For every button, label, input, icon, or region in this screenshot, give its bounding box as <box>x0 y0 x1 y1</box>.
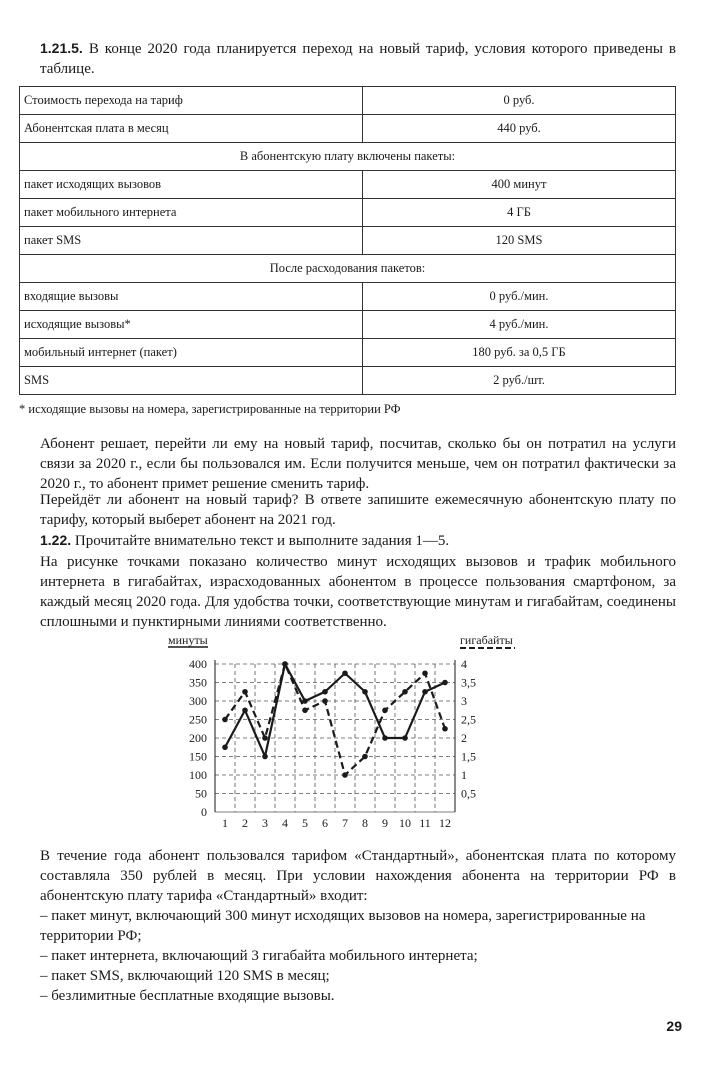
x-tick-label: 10 <box>399 816 411 830</box>
list-item: – пакет интернета, включающий 3 гигабайта мобильного интернета; <box>40 948 478 964</box>
task-text: Прочитайте внимательно текст и выполните задания 1—5. <box>71 533 450 549</box>
row-label: мобильный интернет (пакет) <box>20 339 363 367</box>
data-point-gigabytes <box>282 661 288 667</box>
data-point-minutes <box>222 744 228 750</box>
row-value: 440 руб. <box>363 115 676 143</box>
list-item: – безлимитные бесплатные входящие вызовы. <box>40 988 335 1004</box>
left-tick-label: 100 <box>189 768 207 782</box>
x-tick-label: 8 <box>362 816 368 830</box>
table-row <box>20 227 676 255</box>
page-number: 29 <box>666 1018 682 1034</box>
usage-chart <box>160 630 530 835</box>
data-point-minutes <box>382 735 388 741</box>
row-label: Абонентская плата в месяц <box>20 115 363 143</box>
x-tick-label: 7 <box>342 816 348 830</box>
paragraph-4: В течение года абонент пользовался тарифом «Стандартный», абонентская плата по которому составляла 350 рублей в месяц. При условии нахождения абонента на территории РФ в абонентскую плату тарифа «Стандартный» входит: <box>40 848 676 904</box>
left-tick-label: 200 <box>189 731 207 745</box>
x-tick-label: 6 <box>322 816 328 830</box>
right-tick-label: 3 <box>461 694 467 708</box>
row-value: 2 руб./шт. <box>363 367 676 395</box>
table-row <box>20 115 676 143</box>
list-item: – пакет минут, включающий 300 минут исходящих вызовов на номера, зарегистрированные на территории РФ; <box>40 908 646 944</box>
data-point-minutes <box>442 680 448 686</box>
row-value: 4 руб./мин. <box>363 311 676 339</box>
data-point-gigabytes <box>422 670 428 676</box>
right-tick-label: 3,5 <box>461 675 476 690</box>
table-row <box>20 367 676 395</box>
data-point-gigabytes <box>222 717 228 723</box>
row-label: пакет исходящих вызовов <box>20 171 363 199</box>
x-tick-label: 11 <box>419 816 431 830</box>
table-row <box>20 283 676 311</box>
data-point-minutes <box>262 754 268 760</box>
right-tick-label: 2,5 <box>461 712 476 727</box>
task-text: В конце 2020 года планируется переход на новый тариф, условия которого приведены в таблице. <box>40 41 676 77</box>
data-point-gigabytes <box>322 698 328 704</box>
left-tick-label: 50 <box>195 786 207 801</box>
right-tick-label: 4 <box>461 657 467 671</box>
data-point-gigabytes <box>442 726 448 732</box>
left-axis-ticks <box>189 657 207 819</box>
x-tick-label: 1 <box>222 816 228 830</box>
left-tick-label: 250 <box>189 712 207 727</box>
data-point-gigabytes <box>362 754 368 760</box>
table-footnote: * исходящие вызовы на номера, зарегистрированные на территории РФ <box>19 402 401 416</box>
table-section-header <box>20 143 676 171</box>
data-point-gigabytes <box>402 689 408 695</box>
data-point-minutes <box>342 670 348 676</box>
task-1-22-intro <box>40 530 676 551</box>
right-tick-label: 1,5 <box>461 749 476 764</box>
left-tick-label: 400 <box>189 657 207 671</box>
tariff-table <box>19 86 676 395</box>
row-value: 180 руб. за 0,5 ГБ <box>363 339 676 367</box>
table-row <box>20 339 676 367</box>
x-tick-label: 2 <box>242 816 248 830</box>
row-label: входящие вызовы <box>20 283 363 311</box>
row-value: 120 SMS <box>363 227 676 255</box>
data-point-minutes <box>402 735 408 741</box>
left-tick-label: 0 <box>201 805 207 819</box>
paragraph-1: Абонент решает, перейти ли ему на новый тариф, посчитав, сколько бы он потратил на услуги связи за 2020 г., если бы пользовался им. Если получится меньше, чем он потратил фактически за 2020 г., то абонент примет решение сменить тариф. <box>40 436 676 492</box>
right-tick-label: 1 <box>461 768 467 782</box>
row-value: 0 руб./мин. <box>363 283 676 311</box>
table-row <box>20 199 676 227</box>
left-axis-label: минуты <box>168 633 208 647</box>
right-axis-ticks <box>461 657 476 801</box>
left-tick-label: 300 <box>189 694 207 708</box>
x-tick-label: 3 <box>262 816 268 830</box>
x-tick-label: 12 <box>439 816 451 830</box>
after-header: После расходования пакетов: <box>20 255 676 283</box>
x-tick-label: 9 <box>382 816 388 830</box>
left-tick-label: 150 <box>189 749 207 764</box>
row-value: 400 минут <box>363 171 676 199</box>
paragraph-2: Перейдёт ли абонент на новый тариф? В ответе запишите ежемесячную абонентскую плату по тарифу, который выберет абонент на 2021 год. <box>40 492 676 528</box>
data-point-gigabytes <box>382 707 388 713</box>
data-point-minutes <box>422 689 428 695</box>
task-number: 1.21.5. <box>40 40 83 56</box>
row-value: 0 руб. <box>363 87 676 115</box>
data-point-minutes <box>322 689 328 695</box>
row-label: SMS <box>20 367 363 395</box>
row-label: пакет мобильного интернета <box>20 199 363 227</box>
included-header: В абонентскую плату включены пакеты: <box>20 143 676 171</box>
right-axis-label: гигабайты <box>460 633 513 647</box>
data-point-gigabytes <box>262 735 268 741</box>
data-point-minutes <box>362 689 368 695</box>
row-label: Стоимость перехода на тариф <box>20 87 363 115</box>
right-tick-label: 0,5 <box>461 786 476 801</box>
right-tick-label: 2 <box>461 731 467 745</box>
table-section-header <box>20 255 676 283</box>
data-point-gigabytes <box>342 772 348 778</box>
data-point-gigabytes <box>242 689 248 695</box>
x-tick-label: 5 <box>302 816 308 830</box>
table-row <box>20 171 676 199</box>
paragraph-3: На рисунке точками показано количество минут исходящих вызовов и трафик мобильного интернета в гигабайтах, израсходованных абонентом в процессе пользования смартфоном, за каждый месяц 2020 года. Для удобства точки, соответствующие минутам и гигабайтам, соединены сплошными и пунктирными линиями соответственно. <box>40 554 676 630</box>
task-1-21-5-intro <box>40 38 676 79</box>
x-axis-ticks <box>222 816 451 830</box>
row-label: исходящие вызовы* <box>20 311 363 339</box>
x-tick-label: 4 <box>282 816 288 830</box>
data-point-gigabytes <box>302 707 308 713</box>
row-label: пакет SMS <box>20 227 363 255</box>
table-row <box>20 311 676 339</box>
data-point-minutes <box>242 707 248 713</box>
task-number: 1.22. <box>40 532 72 548</box>
table-row <box>20 87 676 115</box>
left-tick-label: 350 <box>189 675 207 690</box>
list-item: – пакет SMS, включающий 120 SMS в месяц; <box>40 968 330 984</box>
row-value: 4 ГБ <box>363 199 676 227</box>
